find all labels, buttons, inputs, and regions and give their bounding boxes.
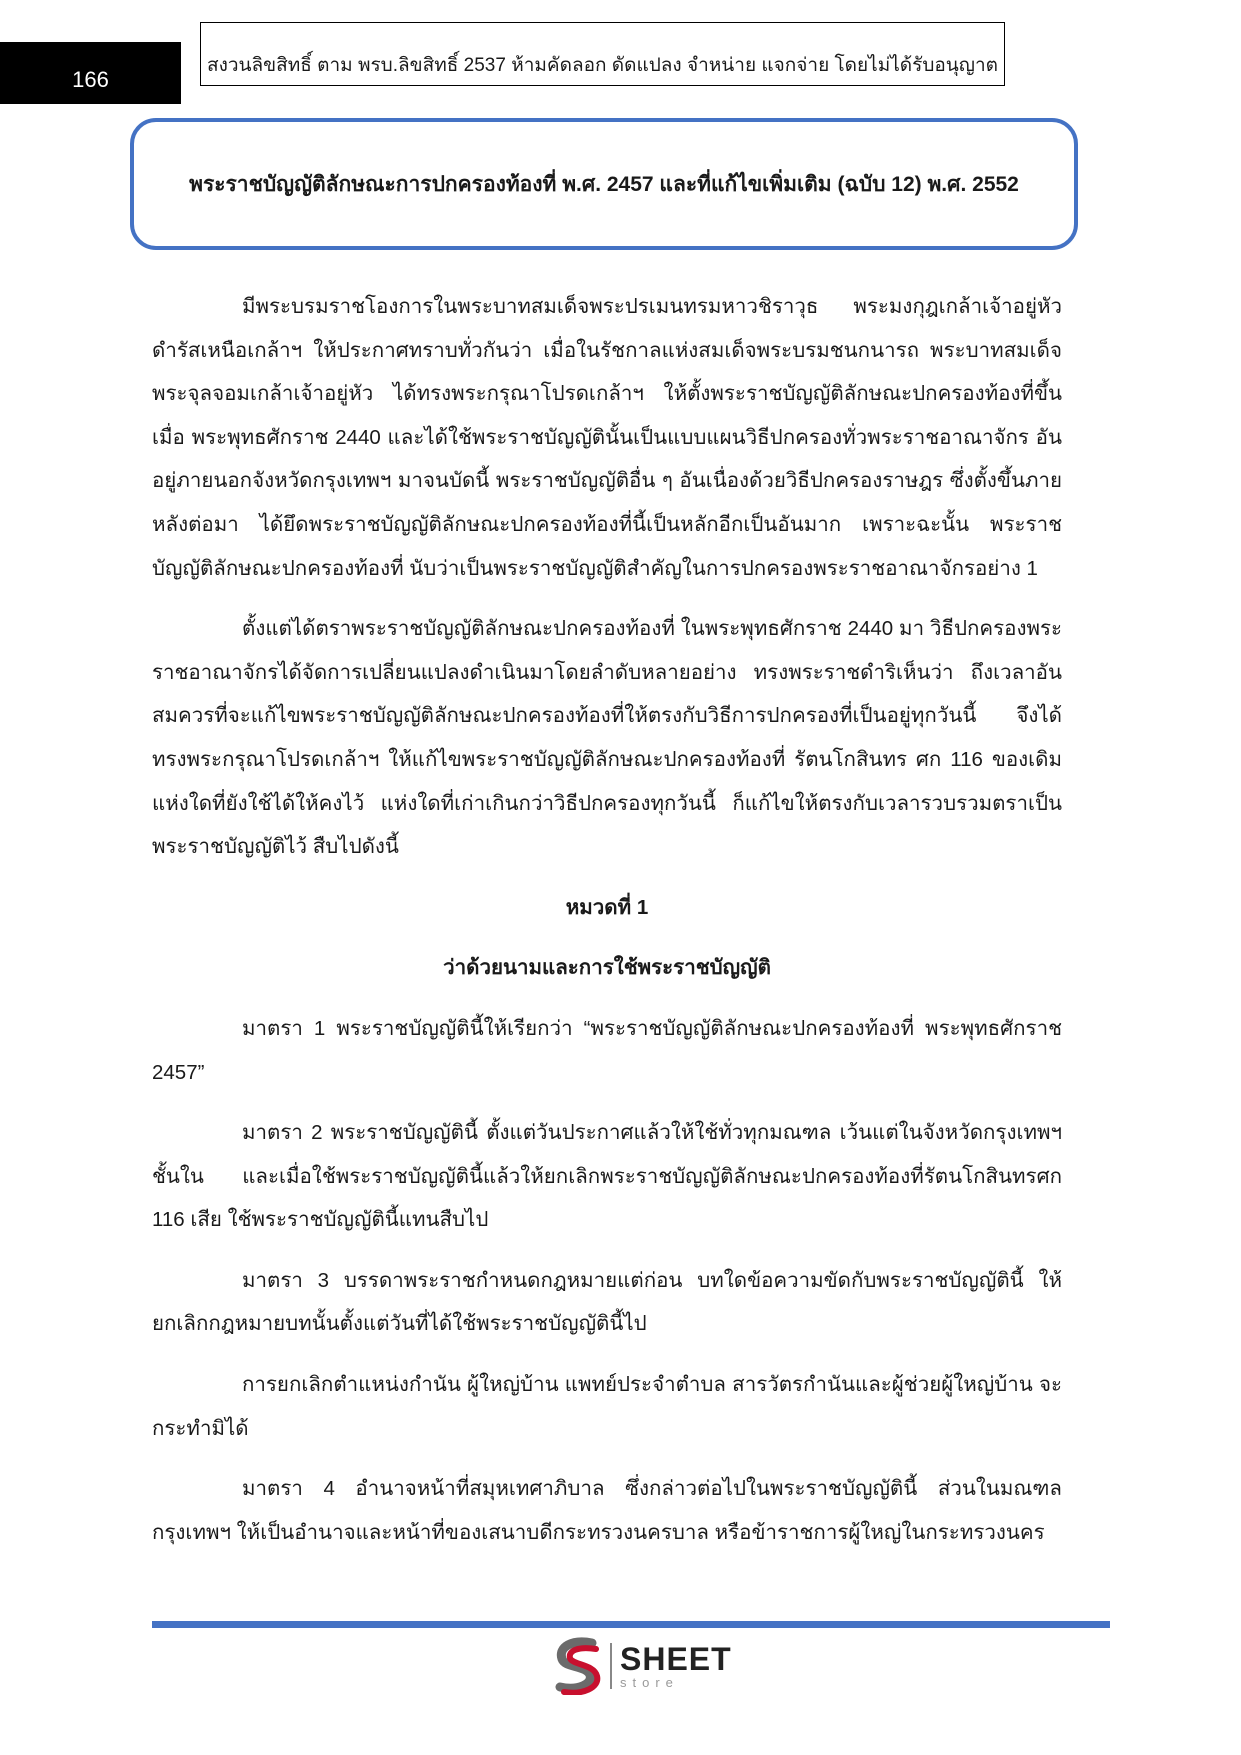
section-4: มาตรา 4 อำนาจหน้าที่สมุหเทศาภิบาล ซึ่งกล่าวต่อไปในพระราชบัญญัตินี้ ส่วนในมณฑลกรุงเทพฯ ให้เป็นอำนาจและหน้าที่ของเสนาบดีกระทรวงนครบาล หรือข้าราชการผู้ใหญ่ในกระทรวงนคร [152,1477,1062,1544]
copyright-notice-box [200,22,1005,86]
document-body [152,285,1062,1571]
page-number-text: 166 [72,67,109,92]
preamble-paragraph-2: ตั้งแต่ได้ตราพระราชบัญญัติลักษณะปกครองท้องที่ ในพระพุทธศักราช 2440 มา วิธีปกครองพระราชอาณาจักรได้จัดการเปลี่ยนแปลงดำเนินมาโดยลำดับหลายอย่าง ทรงพระราชดำริเห็นว่า ถึงเวลาอันสมควรที่จะแก้ไขพระราชบัญญัติลักษณะปกครองท้องที่ให้ตรงกับวิธีการปกครองที่เป็นอยู่ทุกวันนี้ จึงได้ทรงพระกรุณาโปรดเกล้าฯ ให้แก้ไขพระราชบัญญัติลักษณะปกครองท้องที่ รัตนโกสินทร ศก 116 ของเดิม แห่งใดที่ยังใช้ได้ให้คงไว้ แห่งใดที่เก่าเกินกว่าวิธีปกครองทุกวันนี้ ก็แก้ไขให้ตรงกับเวลารวบรวมตราเป็นพระราชบัญญัติไว้ สืบไปดังนี้ [152,617,1062,859]
logo-divider [610,1643,612,1689]
copyright-notice: สงวนลิขสิทธิ์ ตาม พรบ.ลิขสิทธิ์ 2537 ห้ามคัดลอก ดัดแปลง จำหน่าย แจกจ่าย โดยไม่ได้รับอนุญาต [206,55,998,76]
logo-word: SHEET [620,1641,732,1677]
chapter-heading: หมวดที่ 1 [565,895,649,919]
sheet-store-logo-icon [552,1637,604,1695]
sheet-store-logo [552,1637,732,1695]
preamble-paragraph-1: มีพระบรมราชโองการในพระบาทสมเด็จพระปรเมนทรมหาวชิราวุธ พระมงกุฎเกล้าเจ้าอยู่หัว ดำรัสเหนือเกล้าฯ ให้ประกาศทราบทั่วกันว่า เมื่อในรัชกาลแห่งสมเด็จพระบรมชนกนารถ พระบาทสมเด็จพระจุลจอมเกล้าเจ้าอยู่หัว ได้ทรงพระกรุณาโปรดเกล้าฯ ให้ตั้งพระราชบัญญัติลักษณะปกครองท้องที่ขึ้นเมื่อ พระพุทธศักราช 2440 และได้ใช้พระราชบัญญัตินั้นเป็นแบบแผนวิธีปกครองทั่วพระราชอาณาจักร อันอยู่ภายนอกจังหวัดกรุงเทพฯ มาจนบัดนี้ พระราชบัญญัติอื่น ๆ อันเนื่องด้วยวิธีปกครองราษฎร ซึ่งตั้งขึ้นภายหลังต่อมา ได้ยึดพระราชบัญญัติลักษณะปกครองท้องที่นี้เป็นหลักอีกเป็นอันมาก เพราะฉะนั้น พระราชบัญญัติลักษณะปกครองท้องที่ นับว่าเป็นพระราชบัญญัติสำคัญในการปกครองพระราชอาณาจักรอย่าง 1 [152,295,1062,580]
logo-subword: store [620,1675,679,1690]
section-1: มาตรา 1 พระราชบัญญัตินี้ให้เรียกว่า “พระราชบัญญัติลักษณะปกครองท้องที่ พระพุทธศักราช 2457” [152,1016,1062,1084]
document-title: พระราชบัญญัติลักษณะการปกครองท้องที่ พ.ศ. 2457 และที่แก้ไขเพิ่มเติม (ฉบับ 12) พ.ศ. 2552 [189,172,1019,196]
footer-divider [152,1621,1110,1628]
logo-text [620,1643,732,1689]
section-3-paragraph-2: การยกเลิกตำแหน่งกำนัน ผู้ใหญ่บ้าน แพทย์ประจำตำบล สารวัตรกำนันและผู้ช่วยผู้ใหญ่บ้าน จะกระทำมิได้ [152,1373,1062,1440]
section-3: มาตรา 3 บรรดาพระราชกำหนดกฎหมายแต่ก่อน บทใดข้อความขัดกับพระราชบัญญัตินี้ ให้ยกเลิกกฎหมายบทนั้นตั้งแต่วันที่ได้ใช้พระราชบัญญัตินี้ไป [152,1268,1062,1336]
document-title-box [130,118,1078,250]
chapter-title: ว่าด้วยนามและการใช้พระราชบัญญัติ [443,956,771,980]
page-number [0,42,181,104]
section-2: มาตรา 2 พระราชบัญญัตินี้ ตั้งแต่วันประกาศแล้วให้ใช้ทั่วทุกมณฑล เว้นแต่ในจังหวัดกรุงเทพฯ ชั้นใน และเมื่อใช้พระราชบัญญัตินี้แล้วให้ยกเลิกพระราชบัญญัติลักษณะปกครองท้องที่รัตนโกสินทรศก 116 เสีย ใช้พระราชบัญญัตินี้แทนสืบไป [152,1121,1062,1232]
